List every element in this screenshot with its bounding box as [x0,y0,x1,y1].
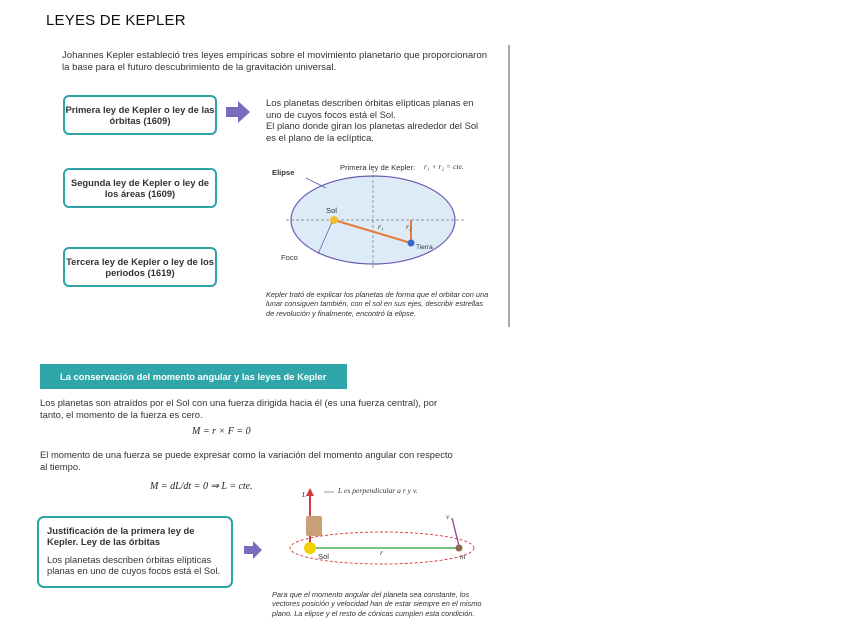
intro-text: Johannes Kepler estableció tres leyes empíricas sobre el movimiento planetario que proporcionaron la base para el futuro descubrimiento de la gravitación universal. [62,50,488,73]
law-box-third[interactable]: Tercera ley de Kepler o ley de los periodos (1619) [63,247,217,287]
r1-label: r₁ [378,222,384,231]
r-vector-label: r [380,548,383,557]
planet-label: Tierra [416,244,433,251]
justification-title: Justificación de la primera ley de Kepler. Ley de las órbitas [47,525,195,547]
diagram2-caption: Para que el momento angular del planeta sea constante, los vectores posición y velocidad han de estar siempre en el mismo plano. La elipse y el resto de cónicas cumplen esta condición. [272,590,482,618]
r2-label: r₂ [406,222,412,231]
sun-label: Sol [326,206,337,215]
law-box-second[interactable]: Segunda ley de Kepler o ley de los áreas (1609) [63,168,217,208]
formula-text: r₁ + r₂ = cte. [424,162,464,171]
focus-label: Foco [281,253,298,262]
law1-description [266,97,488,143]
mass-label: m [460,552,466,561]
justification-box[interactable] [37,516,233,588]
velocity-label: v [446,512,450,521]
equation-torque: M = r × F = 0 [192,426,251,437]
section-banner: La conservación del momento angular y las leyes de Kepler [40,364,347,389]
equation-conservation: M = dL/dt = 0 ⇒ L = cte. [150,481,253,492]
formula-label: Primera ley de Kepler: [340,163,416,172]
vertical-divider [508,45,510,327]
paragraph-angular-momentum: El momento de una fuerza se puede expresar como la variación del momento angular con respecto al tiempo. [40,449,453,472]
ellipse-diagram [266,160,496,285]
right-arrow-icon [244,541,262,559]
paragraph-central-force: Los planetas son atraídos por el Sol con una fuerza dirigida hacia él (es una fuerza central), por tanto, el momento de la fuerza es cero. [40,397,438,420]
page-title: LEYES DE KEPLER [46,12,186,29]
right-arrow-icon [226,101,250,123]
law-box-first[interactable]: Primera ley de Kepler o ley de las órbitas (1609) [63,95,217,135]
perpendicular-note: L es perpendicular a r y v. [338,486,418,495]
ellipse-label: Elipse [272,168,295,177]
justification-text: Los planetas describen órbitas elípticas planas en uno de cuyos focos está el Sol. [47,554,221,576]
angular-momentum-diagram [262,478,482,578]
L-vector-label: L [302,490,307,499]
sun-label-2: Sol [318,552,329,561]
law1-description-line2: El plano donde giran los planetas alrededor del Sol es el plano de la eclíptica. [266,120,479,143]
diagram1-caption: Kepler trató de explicar los planetas de forma que el orbitar con una lunar consiguen también, con el sol en sus ejes, describir estrellas de revolución y finalmente, encontró la elipse. [266,290,489,318]
law1-description-line1: Los planetas describen órbitas elípticas planas en uno de cuyos focos está el Sol. [266,97,474,120]
